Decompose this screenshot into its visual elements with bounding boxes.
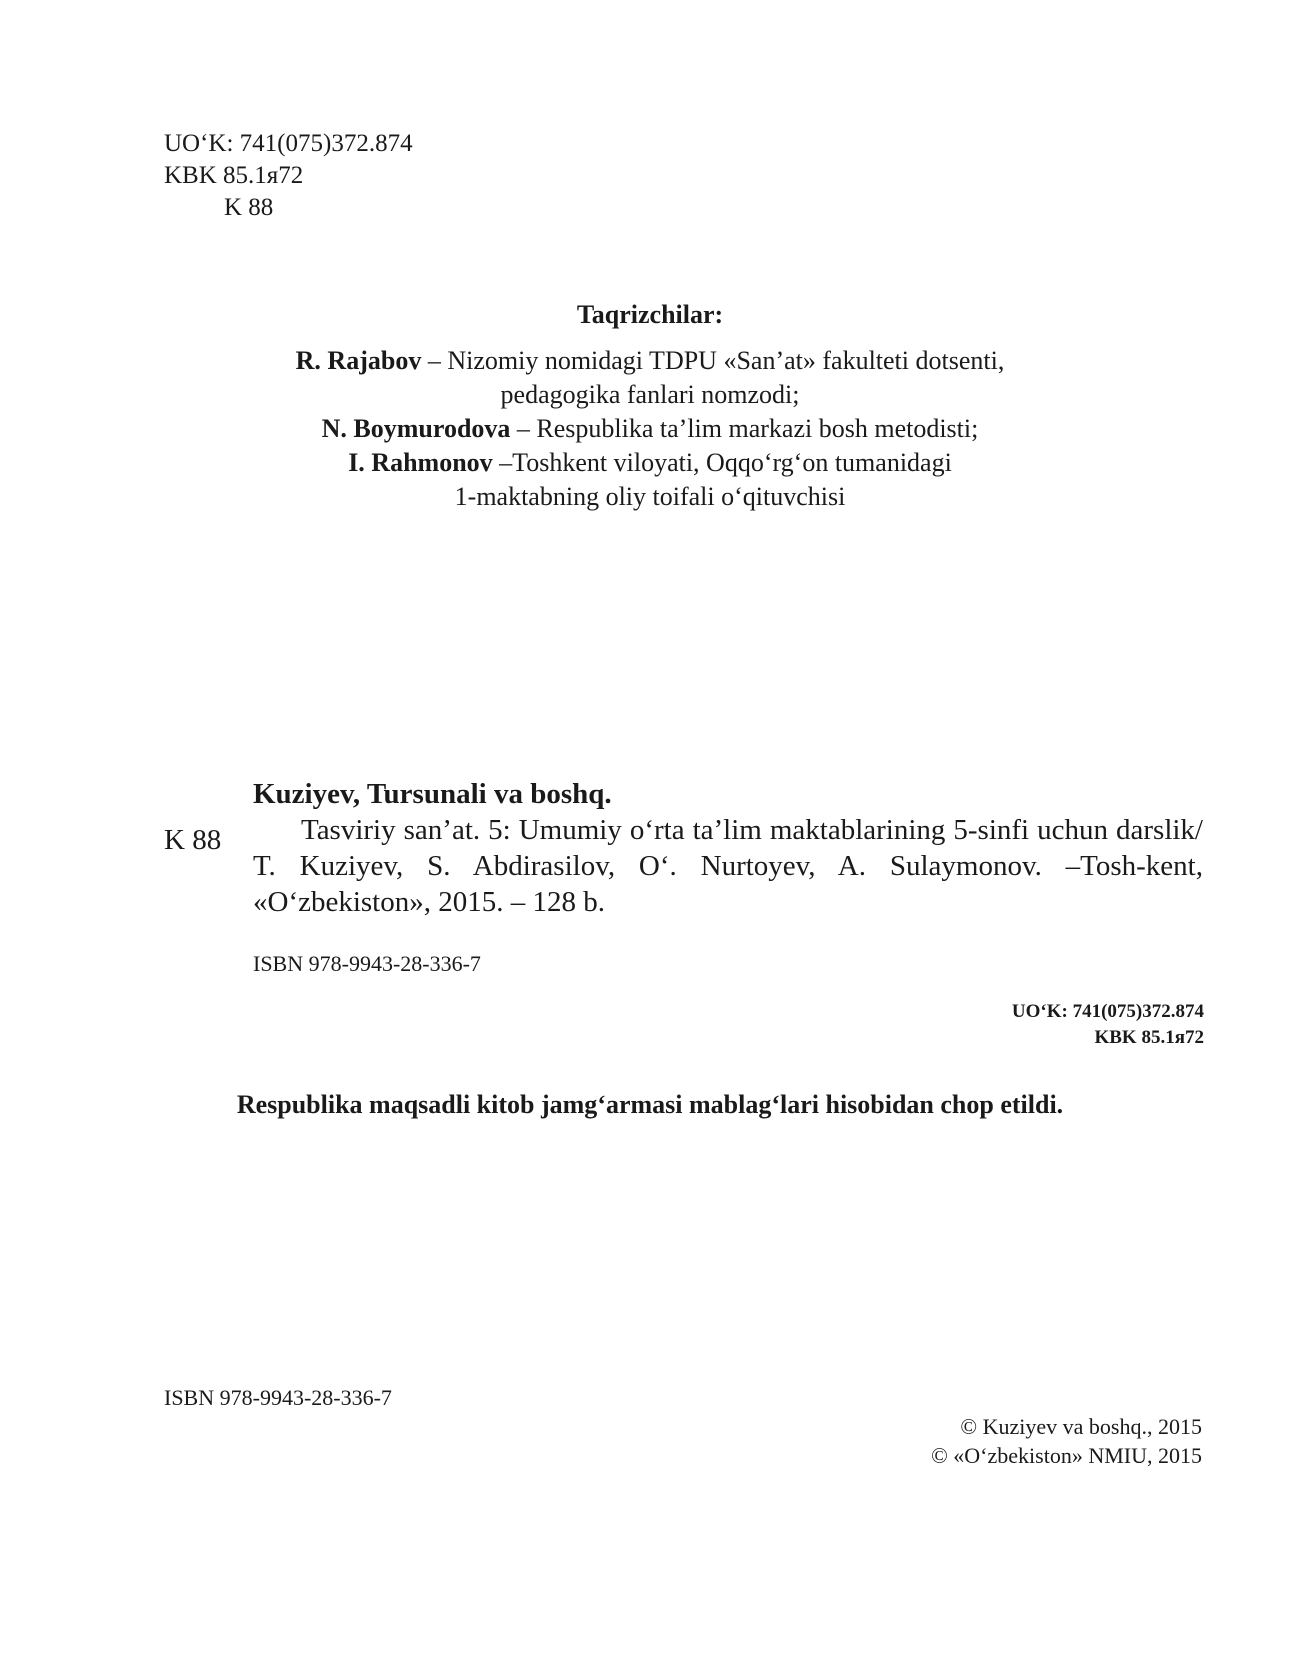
reviewer-3-text: –Toshkent viloyati, Oqqo‘rg‘on tumanidagi [492, 448, 952, 477]
funding-note: Respublika maqsadli kitob jamg‘armasi mablag‘lari hisobidan chop etildi. [236, 1090, 1064, 1119]
reviewer-1-name: R. Rajabov [295, 346, 422, 375]
copyright-publisher: © «O‘zbekiston» NMIU, 2015 [931, 1443, 1202, 1468]
reviewer-2 [0, 412, 1300, 446]
catalog-bbk: KBK 85.1я72 [1094, 1027, 1204, 1048]
catalog-entry [253, 776, 1203, 920]
reviewer-3-name: I. Rahmonov [348, 448, 493, 477]
bbk-code: KBK 85.1я72 [164, 162, 304, 189]
copyright-authors: © Kuziyev va boshq., 2015 [960, 1414, 1202, 1439]
reviewer-1-text-cont: pedagogika fanlari nomzodi; [500, 380, 800, 409]
catalog-classification-right [1012, 999, 1204, 1051]
reviewer-3-text-cont: 1-maktabning oliy toifali o‘qituvchisi [454, 482, 846, 511]
udk-code: UO‘K: 741(075)372.874 [164, 130, 413, 157]
catalog-udk: UO‘K: 741(075)372.874 [1011, 1001, 1204, 1022]
copyright-block [931, 1412, 1202, 1470]
reviewer-1-text: – Nizomiy nomidagi TDPU «San’at» fakulteti dotsenti, [421, 346, 1005, 375]
footer-isbn: ISBN 978-9943-28-336-7 [164, 1385, 392, 1410]
reviewers-title: Taqrizchilar: [576, 300, 724, 329]
reviewer-2-name: N. Boymurodova [321, 414, 511, 443]
reviewers-section [0, 298, 1300, 514]
catalog-author: Kuziyev, Tursunali va boshq. [253, 778, 612, 810]
author-mark: K 88 [224, 194, 274, 221]
catalog-description: Tasviriy san’at. 5: Umumiy o‘rta ta’lim maktablarining 5-sinfi uchun darslik/ T. Kuziyev, S. Abdirasilov, O‘. Nurtoyev, A. Sulaymonov. –Tosh-kent, «O‘zbekiston», 2015. – 128 b. [253, 814, 1203, 918]
reviewer-1 [0, 344, 1300, 378]
catalog-side-code: K 88 [164, 824, 222, 856]
catalog-isbn: ISBN 978-9943-28-336-7 [253, 951, 481, 976]
reviewer-3 [0, 446, 1300, 480]
reviewer-2-text: – Respublika ta’lim markazi bosh metodisti; [510, 414, 979, 443]
classification-block [164, 128, 413, 224]
